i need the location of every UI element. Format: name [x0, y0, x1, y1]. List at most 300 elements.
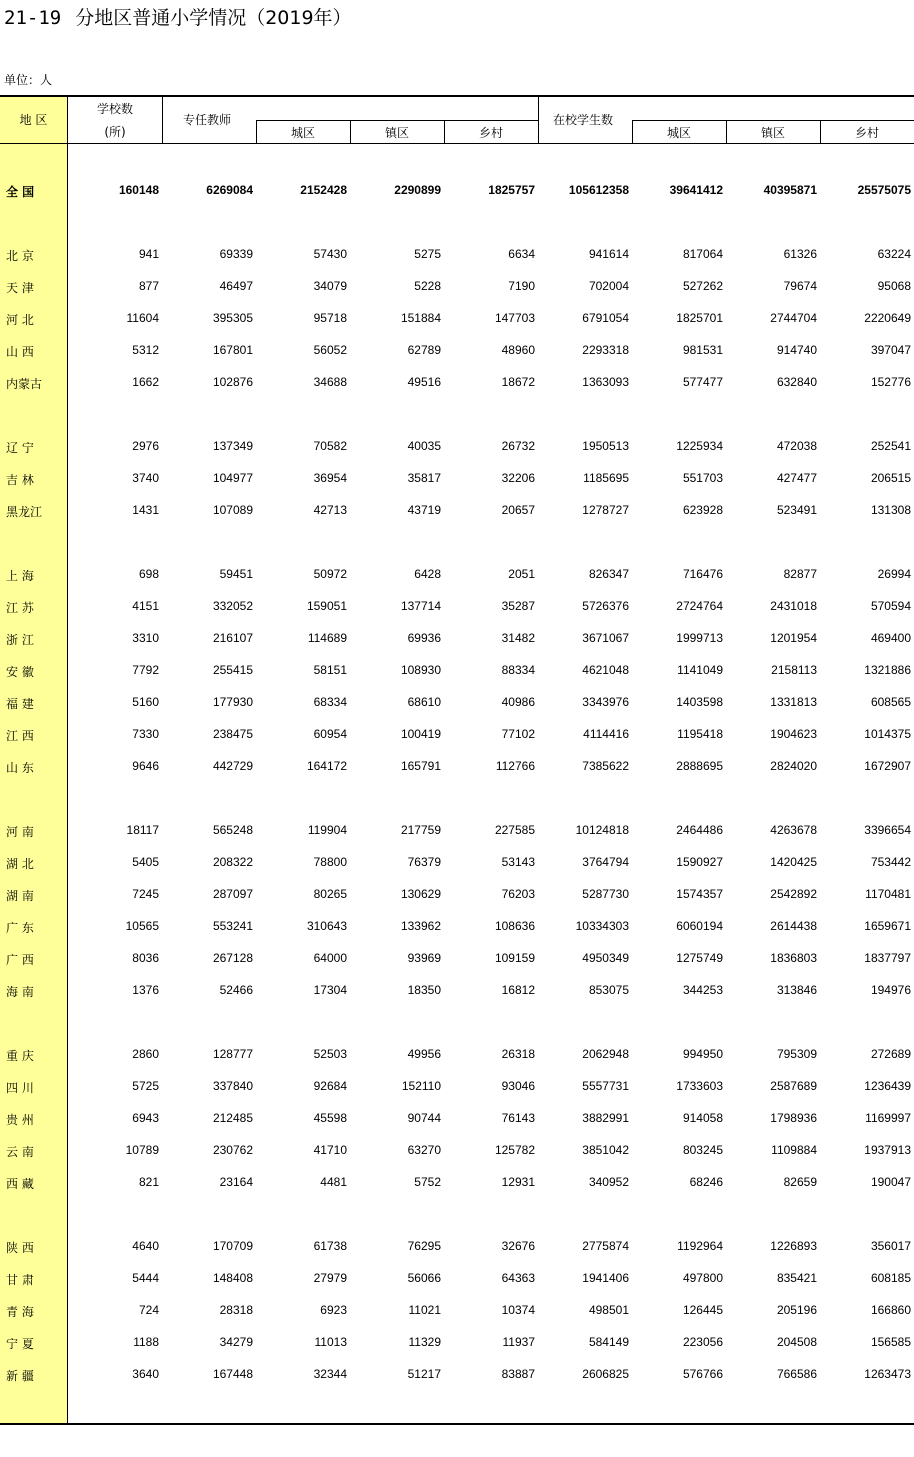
table-cell: 159051	[306, 599, 347, 613]
table-cell: 724	[138, 1303, 159, 1317]
table-cell: 2431018	[770, 599, 817, 613]
table-row	[0, 943, 914, 975]
table-cell: 287097	[212, 887, 253, 901]
table-cell: 105612358	[568, 183, 629, 197]
table-cell: 1321886	[864, 663, 911, 677]
table-cell: 147703	[494, 311, 535, 325]
table-cell: 82877	[783, 567, 817, 581]
table-row	[0, 271, 914, 303]
table-cell: 2464486	[676, 823, 723, 837]
table-cell: 914058	[682, 1111, 723, 1125]
table-cell: 5557731	[582, 1079, 629, 1093]
table-cell: 1195418	[677, 727, 723, 741]
table-row	[0, 431, 914, 463]
table-cell: 6634	[508, 247, 535, 261]
table-cell: 6923	[320, 1303, 347, 1317]
table-cell: 2724764	[676, 599, 723, 613]
table-cell: 565248	[212, 823, 253, 837]
region-name: 重 庆	[6, 1049, 34, 1063]
page-title	[4, 6, 352, 30]
table-cell: 51217	[407, 1367, 441, 1381]
region-name: 宁 夏	[6, 1337, 34, 1351]
table-row	[0, 1039, 914, 1071]
table-cell: 803245	[682, 1143, 723, 1157]
table-cell: 853075	[588, 983, 629, 997]
table-cell: 83887	[501, 1367, 535, 1381]
table-cell: 1999713	[676, 631, 723, 645]
table-cell: 126445	[682, 1303, 723, 1317]
table-cell: 2293318	[582, 343, 629, 357]
region-name: 海 南	[6, 985, 34, 999]
table-cell: 6943	[132, 1111, 159, 1125]
table-cell: 1431	[132, 503, 159, 517]
table-cell: 50972	[313, 567, 347, 581]
table-cell: 104977	[212, 471, 253, 485]
table-cell: 11021	[408, 1303, 441, 1317]
table-cell: 577477	[682, 375, 723, 389]
table-cell: 68334	[313, 695, 347, 709]
table-cell: 1225934	[676, 439, 723, 453]
table-cell: 148408	[212, 1271, 253, 1285]
table-cell: 167801	[212, 343, 253, 357]
table-cell: 1574357	[676, 887, 723, 901]
table-cell: 216107	[212, 631, 253, 645]
table-cell: 68610	[407, 695, 441, 709]
region-name: 浙 江	[6, 633, 34, 647]
table-cell: 497800	[682, 1271, 723, 1285]
table-cell: 570594	[870, 599, 911, 613]
table-cell: 35817	[407, 471, 441, 485]
table-bottom-rule	[0, 1423, 914, 1425]
table-row	[0, 175, 914, 207]
table-cell: 6269084	[206, 183, 253, 197]
table-cell: 177930	[212, 695, 253, 709]
table-cell: 2744704	[770, 311, 817, 325]
table-cell: 753442	[870, 855, 911, 869]
table-cell: 76295	[407, 1239, 441, 1253]
table-cell: 7330	[132, 727, 159, 741]
region-name: 河 北	[6, 313, 34, 327]
table-cell: 63224	[877, 247, 911, 261]
table-cell: 272689	[870, 1047, 911, 1061]
table-cell: 16812	[501, 983, 535, 997]
region-name: 山 东	[6, 761, 34, 775]
table-cell: 1226893	[770, 1239, 817, 1253]
table-cell: 427477	[776, 471, 817, 485]
table-cell: 1825757	[488, 183, 535, 197]
table-cell: 40035	[407, 439, 441, 453]
table-cell: 208322	[212, 855, 253, 869]
table-cell: 133962	[400, 919, 441, 933]
table-cell: 4640	[132, 1239, 159, 1253]
table-cell: 52466	[219, 983, 253, 997]
table-cell: 52503	[313, 1047, 347, 1061]
table-cell: 68246	[689, 1175, 723, 1189]
table-cell: 45598	[313, 1111, 347, 1125]
table-cell: 5444	[132, 1271, 159, 1285]
table-cell: 4263678	[770, 823, 817, 837]
table-cell: 2860	[132, 1047, 159, 1061]
table-cell: 204508	[776, 1335, 817, 1349]
table-cell: 397047	[870, 343, 911, 357]
region-name: 江 西	[6, 729, 34, 743]
table-cell: 551703	[682, 471, 723, 485]
table-cell: 4151	[132, 599, 159, 613]
table-cell: 553241	[212, 919, 253, 933]
table-cell: 11013	[314, 1335, 347, 1349]
table-cell: 40395871	[763, 183, 817, 197]
header-teachers-town: 镇区	[384, 126, 409, 140]
table-row	[0, 1359, 914, 1391]
table-cell: 64000	[313, 951, 347, 965]
table-cell: 63270	[407, 1143, 441, 1157]
table-cell: 34688	[313, 375, 347, 389]
table-cell: 49956	[407, 1047, 441, 1061]
table-cell: 332052	[212, 599, 253, 613]
table-cell: 34079	[313, 279, 347, 293]
region-name: 湖 北	[6, 857, 34, 871]
region-name: 内蒙古	[6, 377, 43, 391]
table-cell: 1420425	[770, 855, 817, 869]
table-cell: 102876	[212, 375, 253, 389]
table-cell: 164172	[306, 759, 347, 773]
table-cell: 36954	[313, 471, 347, 485]
table-cell: 1403598	[676, 695, 723, 709]
table-cell: 28318	[219, 1303, 253, 1317]
table-cell: 4114416	[583, 727, 629, 741]
table-cell: 4481	[320, 1175, 347, 1189]
table-cell: 4950349	[582, 951, 629, 965]
table-cell: 32676	[501, 1239, 535, 1253]
table-cell: 3671067	[582, 631, 629, 645]
region-name: 上 海	[6, 569, 34, 583]
table-cell: 2614438	[770, 919, 817, 933]
table-cell: 3343976	[582, 695, 629, 709]
table-cell: 76379	[407, 855, 441, 869]
table-cell: 6791054	[582, 311, 629, 325]
table-cell: 795309	[776, 1047, 817, 1061]
table-cell: 93969	[407, 951, 441, 965]
table-cell: 1170481	[865, 887, 911, 901]
table-cell: 698	[138, 567, 159, 581]
table-row	[0, 751, 914, 783]
table-row	[0, 911, 914, 943]
table-cell: 18672	[501, 375, 535, 389]
table-row	[0, 367, 914, 399]
table-cell: 35287	[501, 599, 535, 613]
table-row	[0, 1327, 914, 1359]
table-cell: 527262	[682, 279, 723, 293]
table-cell: 826347	[588, 567, 629, 581]
table-cell: 212485	[212, 1111, 253, 1125]
region-name: 四 川	[6, 1081, 34, 1095]
header-students-town: 镇区	[760, 126, 785, 140]
table-cell: 41710	[313, 1143, 347, 1157]
table-cell: 1201954	[770, 631, 817, 645]
table-cell: 6060194	[676, 919, 723, 933]
table-cell: 1278727	[582, 503, 629, 517]
table-row	[0, 463, 914, 495]
table-cell: 821	[138, 1175, 159, 1189]
table-cell: 62789	[407, 343, 441, 357]
table-cell: 18117	[126, 823, 159, 837]
table-cell: 1672907	[864, 759, 911, 773]
table-cell: 119904	[307, 823, 347, 837]
table-row	[0, 1071, 914, 1103]
table-row	[0, 591, 914, 623]
header-teachers: 专任教师	[183, 113, 232, 127]
table-row	[0, 847, 914, 879]
statistics-table	[0, 95, 914, 1425]
region-name: 贵 州	[6, 1113, 34, 1127]
table-cell: 61326	[783, 247, 817, 261]
table-cell: 3396654	[864, 823, 911, 837]
region-name: 天 津	[6, 281, 34, 295]
table-cell: 11604	[126, 311, 159, 325]
table-cell: 58151	[313, 663, 347, 677]
table-cell: 112766	[495, 759, 535, 773]
table-cell: 2542892	[770, 887, 817, 901]
table-cell: 152110	[401, 1079, 441, 1093]
students-subheader-rule	[632, 120, 914, 121]
table-cell: 69936	[407, 631, 441, 645]
region-name: 辽 宁	[6, 441, 34, 455]
table-cell: 5725	[132, 1079, 159, 1093]
table-cell: 190047	[870, 1175, 911, 1189]
region-name: 北 京	[6, 249, 34, 263]
table-cell: 1904623	[770, 727, 817, 741]
table-row	[0, 495, 914, 527]
table-cell: 92684	[313, 1079, 347, 1093]
table-cell: 340952	[588, 1175, 629, 1189]
table-cell: 1192964	[677, 1239, 723, 1253]
table-cell: 356017	[870, 1239, 911, 1253]
table-cell: 227585	[494, 823, 535, 837]
table-row	[0, 655, 914, 687]
table-cell: 61738	[313, 1239, 347, 1253]
table-cell: 584149	[588, 1335, 629, 1349]
table-cell: 1236439	[864, 1079, 911, 1093]
table-cell: 10124818	[575, 823, 629, 837]
region-name: 黑龙江	[6, 505, 43, 519]
table-cell: 395305	[212, 311, 253, 325]
table-cell: 632840	[776, 375, 817, 389]
table-cell: 1014375	[864, 727, 911, 741]
table-cell: 252541	[870, 439, 911, 453]
table-row	[0, 1231, 914, 1263]
table-cell: 576766	[682, 1367, 723, 1381]
table-cell: 2824020	[770, 759, 817, 773]
table-cell: 17304	[313, 983, 347, 997]
table-cell: 10789	[125, 1143, 159, 1157]
table-row	[0, 719, 914, 751]
unit-label: 单位：人	[4, 73, 53, 87]
table-cell: 137349	[212, 439, 253, 453]
table-cell: 152776	[870, 375, 911, 389]
table-cell: 95718	[313, 311, 347, 325]
table-cell: 7245	[132, 887, 159, 901]
table-cell: 130629	[400, 887, 441, 901]
table-cell: 40986	[501, 695, 535, 709]
table-cell: 1275749	[676, 951, 723, 965]
table-cell: 608565	[870, 695, 911, 709]
table-cell: 56052	[313, 343, 347, 357]
table-cell: 26994	[877, 567, 911, 581]
table-cell: 194976	[870, 983, 911, 997]
table-cell: 156585	[870, 1335, 911, 1349]
table-cell: 4621048	[582, 663, 629, 677]
table-cell: 2587689	[770, 1079, 817, 1093]
table-cell: 498501	[588, 1303, 629, 1317]
table-cell: 80265	[313, 887, 347, 901]
table-cell: 5405	[132, 855, 159, 869]
table-cell: 1798936	[770, 1111, 817, 1125]
table-row	[0, 815, 914, 847]
region-name: 福 建	[6, 697, 34, 711]
table-cell: 64363	[501, 1271, 535, 1285]
table-cell: 10565	[125, 919, 159, 933]
region-name: 云 南	[6, 1145, 34, 1159]
region-name: 山 西	[6, 345, 34, 359]
table-cell: 472038	[776, 439, 817, 453]
header-rule	[538, 95, 539, 144]
table-cell: 206515	[870, 471, 911, 485]
table-cell: 109159	[494, 951, 535, 965]
table-cell: 20657	[501, 503, 535, 517]
table-cell: 5160	[132, 695, 159, 709]
table-cell: 1141049	[677, 663, 723, 677]
table-cell: 39641412	[669, 183, 723, 197]
table-cell: 1837797	[864, 951, 911, 965]
table-cell: 914740	[776, 343, 817, 357]
table-cell: 2152428	[300, 183, 347, 197]
table-cell: 3640	[132, 1367, 159, 1381]
table-row	[0, 239, 914, 271]
table-cell: 442729	[212, 759, 253, 773]
table-cell: 1836803	[770, 951, 817, 965]
header-region: 地 区	[19, 113, 48, 127]
table-cell: 49516	[407, 375, 441, 389]
table-cell: 255415	[212, 663, 253, 677]
table-cell: 5312	[132, 343, 159, 357]
table-cell: 2062948	[582, 1047, 629, 1061]
region-name: 广 西	[6, 953, 34, 967]
table-row	[0, 303, 914, 335]
table-cell: 344253	[682, 983, 723, 997]
table-cell: 48960	[501, 343, 535, 357]
table-cell: 5228	[414, 279, 441, 293]
table-cell: 1950513	[582, 439, 629, 453]
table-cell: 114689	[307, 631, 347, 645]
table-cell: 166860	[870, 1303, 911, 1317]
table-cell: 90744	[407, 1111, 441, 1125]
table-cell: 3740	[132, 471, 159, 485]
table-cell: 941	[138, 247, 159, 261]
table-cell: 57430	[313, 247, 347, 261]
table-row	[0, 623, 914, 655]
header-teachers-rural: 乡村	[478, 126, 503, 140]
table-cell: 56066	[407, 1271, 441, 1285]
table-cell: 2775874	[582, 1239, 629, 1253]
table-cell: 18350	[407, 983, 441, 997]
table-cell: 205196	[776, 1303, 817, 1317]
table-cell: 1109884	[771, 1143, 817, 1157]
table-row	[0, 1135, 914, 1167]
table-cell: 128777	[212, 1047, 253, 1061]
region-name: 湖 南	[6, 889, 34, 903]
table-cell: 1363093	[582, 375, 629, 389]
table-cell: 835421	[776, 1271, 817, 1285]
region-name: 广 东	[6, 921, 34, 935]
table-cell: 160148	[118, 183, 159, 197]
table-cell: 88334	[501, 663, 535, 677]
table-cell: 5287730	[582, 887, 629, 901]
table-cell: 95068	[877, 279, 911, 293]
table-row	[0, 1103, 914, 1135]
header-schools: 学校数	[96, 102, 133, 116]
table-cell: 7385622	[582, 759, 629, 773]
table-cell: 2290899	[394, 183, 441, 197]
table-cell: 26732	[501, 439, 535, 453]
table-cell: 27979	[313, 1271, 347, 1285]
region-name: 陕 西	[6, 1241, 34, 1255]
table-row	[0, 975, 914, 1007]
table-cell: 702004	[588, 279, 629, 293]
table-cell: 223056	[682, 1335, 723, 1349]
table-cell: 32206	[501, 471, 535, 485]
table-cell: 43719	[407, 503, 441, 517]
table-cell: 3882991	[582, 1111, 629, 1125]
table-cell: 5752	[414, 1175, 441, 1189]
table-cell: 76143	[501, 1111, 535, 1125]
table-cell: 623928	[682, 503, 723, 517]
table-cell: 1169997	[865, 1111, 911, 1125]
table-cell: 165791	[400, 759, 441, 773]
table-cell: 170709	[212, 1239, 253, 1253]
header-schools-unit: (所)	[104, 125, 126, 139]
table-cell: 93046	[501, 1079, 535, 1093]
table-cell: 469400	[870, 631, 911, 645]
table-cell: 2220649	[864, 311, 911, 325]
table-cell: 817064	[682, 247, 723, 261]
table-cell: 716476	[682, 567, 723, 581]
header-students-rural: 乡村	[854, 126, 879, 140]
header-teachers-urban: 城区	[290, 126, 315, 140]
table-cell: 981531	[682, 343, 723, 357]
region-name: 吉 林	[6, 473, 34, 487]
table-cell: 11937	[502, 1335, 535, 1349]
table-cell: 53143	[501, 855, 535, 869]
table-cell: 3310	[132, 631, 159, 645]
table-cell: 76203	[501, 887, 535, 901]
table-row	[0, 1167, 914, 1199]
table-cell: 1185695	[583, 471, 629, 485]
table-cell: 151884	[400, 311, 441, 325]
table-cell: 230762	[212, 1143, 253, 1157]
table-cell: 313846	[776, 983, 817, 997]
table-cell: 25575075	[857, 183, 911, 197]
table-cell: 1263473	[864, 1367, 911, 1381]
table-cell: 766586	[776, 1367, 817, 1381]
header-rule	[162, 95, 163, 144]
table-cell: 2051	[508, 567, 535, 581]
table-cell: 42713	[313, 503, 347, 517]
table-cell: 3851042	[582, 1143, 629, 1157]
table-cell: 6428	[414, 567, 441, 581]
table-cell: 5726376	[582, 599, 629, 613]
table-cell: 310643	[306, 919, 347, 933]
table-cell: 11329	[408, 1335, 441, 1349]
